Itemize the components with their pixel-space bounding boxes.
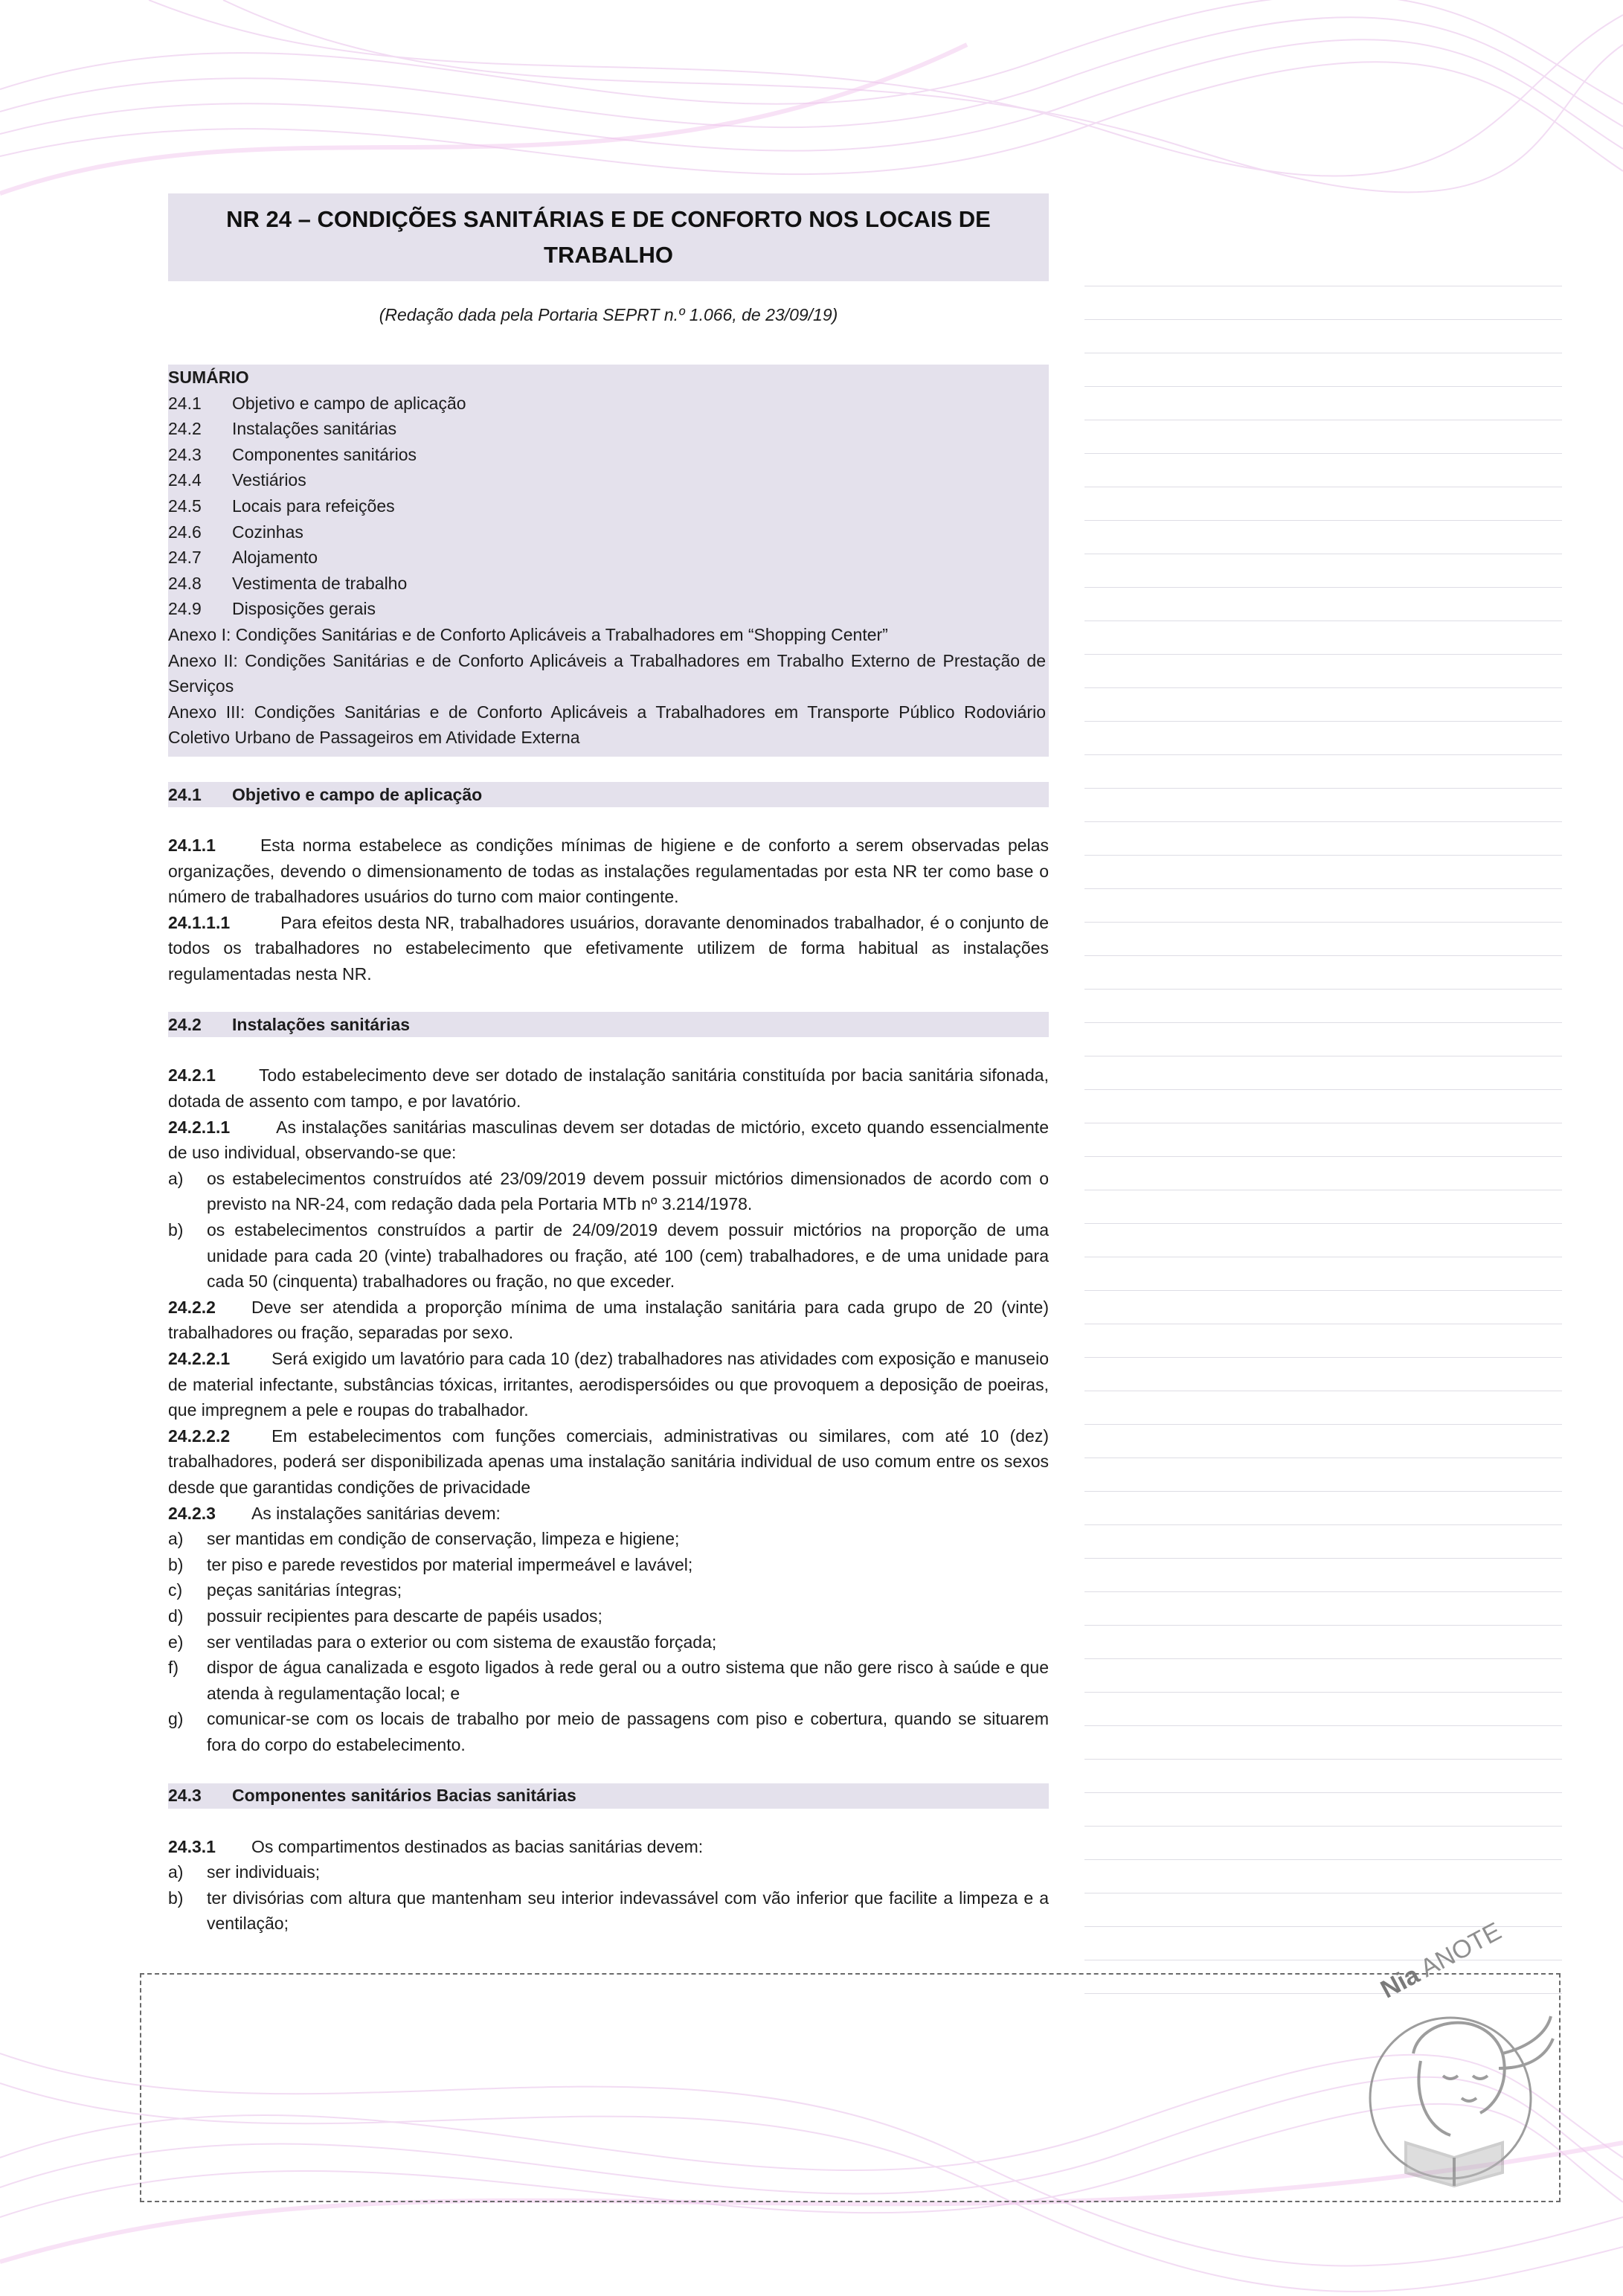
note-line: [1084, 688, 1562, 722]
section-title: Componentes sanitários Bacias sanitárias: [232, 1786, 576, 1806]
list-item-letter: b): [168, 1888, 184, 1908]
summary-annex-1: Anexo I: Condições Sanitárias e de Conforto Aplicáveis a Trabalhadores em “Shopping Center”: [168, 624, 888, 644]
reading-woman-logo-icon: [1361, 1986, 1555, 2195]
list-item: [168, 1859, 1049, 1885]
paragraph-text: Os compartimentos destinados as bacias sanitárias devem:: [251, 1836, 704, 1856]
note-line: [1084, 1726, 1562, 1760]
list-item-text: ser ventiladas para o exterior ou com sistema de exaustão forçada;: [207, 1632, 717, 1652]
note-line: [1084, 1190, 1562, 1224]
paragraph-number: 24.2.2: [168, 1297, 216, 1317]
note-line: [1084, 956, 1562, 990]
list-item-text: dispor de água canalizada e esgoto ligados à rede geral ou a outro sistema que não gere risco à saúde e que atenda à regulamentação local; e: [207, 1658, 1049, 1703]
summary-item: [168, 519, 1046, 545]
note-line: [1084, 1157, 1562, 1190]
summary-item: [168, 416, 1046, 442]
summary-item: [168, 545, 1046, 571]
list-item: [168, 1577, 1049, 1603]
note-line: [1084, 1659, 1562, 1693]
note-line: [1084, 1291, 1562, 1324]
list-item-letter: e): [168, 1632, 184, 1652]
paragraph-24-1-1: [168, 833, 1049, 910]
note-line: [1084, 1760, 1562, 1793]
list-item-text: os estabelecimentos construídos até 23/09/2019 devem possuir mictórios dimensionados de acordo com o previsto na NR-24, com redação dada pela Portaria MTb nº 3.214/1978.: [207, 1168, 1049, 1214]
summary-item-number: 24.4: [168, 470, 202, 490]
summary-item-label: Vestimenta de trabalho: [232, 573, 408, 593]
note-line: [1084, 353, 1562, 387]
paragraph-number: 24.2.3: [168, 1503, 216, 1523]
note-line: [1084, 1827, 1562, 1860]
paragraph-24-2-3: [168, 1501, 1049, 1527]
note-line: [1084, 621, 1562, 655]
note-line: [1084, 1056, 1562, 1090]
list-item-text: peças sanitárias íntegras;: [207, 1580, 402, 1600]
list-item-letter: d): [168, 1606, 184, 1626]
list-item-text: comunicar-se com os locais de trabalho por meio de passagens com piso e cobertura, quando se situarem fora do corpo do estabelecimento.: [207, 1709, 1049, 1754]
paragraph-24-3-1: [168, 1834, 1049, 1860]
summary-item-number: 24.8: [168, 573, 202, 593]
summary-item: [168, 391, 1046, 417]
paragraph-number: 24.3.1: [168, 1836, 216, 1856]
list-item: [168, 1166, 1049, 1217]
list-item-letter: c): [168, 1580, 183, 1600]
list-item-letter: b): [168, 1554, 184, 1574]
summary-item-number: 24.3: [168, 444, 202, 464]
section-number: 24.2: [168, 1015, 202, 1035]
paragraph-text: Para efeitos desta NR, trabalhadores usuários, doravante denominados trabalhador, é o conjunto de todos os trabalhadores no estabelecimento que efetivamente utilizem de forma habitual as instalações regulamentadas nesta NR.: [168, 912, 1049, 984]
list-item-text: ser individuais;: [207, 1862, 321, 1882]
paragraph-text: Deve ser atendida a proporção mínima de uma instalação sanitária para cada grupo de 20 (vinte) trabalhadores ou fração, separadas por sexo.: [168, 1297, 1049, 1343]
note-line: [1084, 1324, 1562, 1358]
section-heading-24-1: [168, 782, 1049, 807]
list-item: [168, 1217, 1049, 1295]
paragraph-24-1-1-1: [168, 910, 1049, 987]
note-line: [1084, 387, 1562, 420]
section-heading-24-3: [168, 1783, 1049, 1809]
note-line: [1084, 923, 1562, 956]
summary-item: [168, 493, 1046, 519]
summary-item-label: Alojamento: [232, 548, 318, 568]
summary-annex-3: Anexo III: Condições Sanitárias e de Conforto Aplicáveis a Trabalhadores em Transporte Público Rodoviário Coletivo Urbano de Passageiros em Atividade Externa: [168, 702, 1046, 748]
paragraph-number: 24.2.1: [168, 1065, 216, 1086]
note-line: [1084, 1626, 1562, 1659]
paragraph-number: 24.1.1: [168, 835, 216, 855]
list-item: [168, 1706, 1049, 1757]
page-title: [168, 193, 1049, 281]
list-item-letter: a): [168, 1862, 184, 1882]
list-item: [168, 1603, 1049, 1629]
subtitle: (Redação dada pela Portaria SEPRT n.º 1.066, de 23/09/19): [379, 305, 838, 324]
note-line: [1084, 1090, 1562, 1123]
note-line: [1084, 822, 1562, 856]
note-line: [1084, 1860, 1562, 1893]
note-line: [1084, 856, 1562, 889]
summary-item-label: Instalações sanitárias: [232, 419, 397, 439]
note-line: [1084, 1458, 1562, 1492]
list-item-text: ter divisórias com altura que mantenham seu interior indevassável com vão inferior que facilite a limpeza e a ventilação;: [207, 1888, 1049, 1934]
note-line: [1084, 655, 1562, 688]
note-line: [1084, 1592, 1562, 1626]
list-item-letter: a): [168, 1168, 184, 1188]
note-line: [1084, 1023, 1562, 1056]
notes-box[interactable]: [140, 1973, 1561, 2202]
list-item-text: os estabelecimentos construídos a partir de 24/09/2019 devem possuir mictórios na proporção de uma unidade para cada 20 (vinte) trabalhadores ou fração, até 100 (cem) trabalhadores, e de uma unidade para cada 50 (cinquenta) trabalhadores ou fração, no que exceder.: [207, 1220, 1049, 1292]
summary-item-label: Vestiários: [232, 470, 306, 490]
summary-item: [168, 467, 1046, 493]
paragraph-text: Todo estabelecimento deve ser dotado de instalação sanitária constituída por bacia sanitária sifonada, dotada de assento com tampo, e por lavatório.: [168, 1065, 1049, 1112]
summary-item: [168, 571, 1046, 597]
summary-annex-2: Anexo II: Condições Sanitárias e de Conforto Aplicáveis a Trabalhadores em Trabalho Externo de Prestação de Serviços: [168, 650, 1046, 696]
summary-item: [168, 596, 1046, 622]
note-line: [1084, 487, 1562, 521]
paragraph-text: Em estabelecimentos com funções comerciais, administrativas ou similares, com até 10 (dez) trabalhadores, poderá ser disponibilizada apenas uma instalação sanitária individual de uso comum entre os sexos desde que garantidas condições de privacidade: [168, 1426, 1049, 1497]
title-line-2: TRABALHO: [544, 242, 673, 268]
document-body: [168, 193, 1049, 1937]
summary-box: [168, 365, 1049, 757]
note-line: [1084, 286, 1562, 320]
note-line: [1084, 588, 1562, 621]
note-line: [1084, 253, 1562, 286]
paragraph-text: Será exigido um lavatório para cada 10 (dez) trabalhadores nas atividades com exposição e manuseio de material infectante, substâncias tóxicas, irritantes, aerodispersóides ou que provoquem a deposição de poeiras, que impregnem a pele e roupas do trabalhador.: [168, 1349, 1049, 1420]
summary-item-number: 24.9: [168, 599, 202, 619]
note-line: [1084, 1123, 1562, 1157]
note-line: [1084, 990, 1562, 1023]
paragraph-24-2-2: [168, 1295, 1049, 1346]
list-item: [168, 1552, 1049, 1578]
section-title: Objetivo e campo de aplicação: [232, 784, 483, 804]
summary-item-label: Objetivo e campo de aplicação: [232, 393, 466, 413]
paragraph-number: 24.2.2.1: [168, 1349, 231, 1368]
note-line: [1084, 1257, 1562, 1291]
note-line: [1084, 454, 1562, 487]
section-number: 24.1: [168, 784, 202, 804]
section-number: 24.3: [168, 1786, 202, 1806]
paragraph-number: 24.2.1.1: [168, 1117, 231, 1137]
list-item: [168, 1655, 1049, 1706]
summary-item-number: 24.5: [168, 496, 202, 516]
list-item-letter: a): [168, 1529, 184, 1549]
note-line: [1084, 1425, 1562, 1458]
section-title: Instalações sanitárias: [232, 1015, 411, 1035]
list-item-text: ser mantidas em condição de conservação, limpeza e higiene;: [207, 1529, 680, 1549]
paragraph-text: Esta norma estabelece as condições mínimas de higiene e de conforto a serem observadas pelas organizações, devendo o dimensionamento de todas as instalações regulamentadas por esta NR ter como base o número de trabalhadores usuários do turno com maior contingente.: [168, 835, 1049, 907]
list-item-text: possuir recipientes para descarte de papéis usados;: [207, 1606, 602, 1626]
title-line-1: NR 24 – CONDIÇÕES SANITÁRIAS E DE CONFORTO NOS LOCAIS DE: [226, 206, 991, 232]
paragraph-number: 24.1.1.1: [168, 912, 231, 932]
paragraph-text: As instalações sanitárias masculinas devem ser dotadas de mictório, exceto quando essencialmente de uso individual, observando-se que:: [168, 1117, 1049, 1163]
summary-item-label: Cozinhas: [232, 522, 303, 542]
summary-item-label: Locais para refeições: [232, 496, 395, 516]
note-line: [1084, 1224, 1562, 1257]
note-line: [1084, 554, 1562, 588]
list-item-letter: b): [168, 1220, 184, 1240]
list-item: [168, 1526, 1049, 1552]
note-line: [1084, 1693, 1562, 1726]
note-line: [1084, 1391, 1562, 1425]
summary-item: [168, 442, 1046, 468]
summary-item-number: 24.7: [168, 548, 202, 568]
summary-item-label: Disposições gerais: [232, 599, 376, 619]
logo-brand-bold: Nia: [1376, 1960, 1424, 2004]
list-item-text: ter piso e parede revestidos por material impermeável e lavável;: [207, 1554, 693, 1574]
list-item: [168, 1885, 1049, 1937]
paragraph-24-2-1-1: [168, 1115, 1049, 1166]
note-line: [1084, 755, 1562, 789]
note-line: [1084, 789, 1562, 822]
note-line: [1084, 1358, 1562, 1391]
paragraph-24-2-2-2: [168, 1423, 1049, 1501]
note-line: [1084, 1525, 1562, 1559]
note-line: [1084, 521, 1562, 554]
paragraph-24-2-1: [168, 1062, 1049, 1114]
list-item: [168, 1629, 1049, 1655]
note-line: [1084, 420, 1562, 454]
logo-brand-light: ANOTE: [1415, 1917, 1506, 1984]
list-item-letter: f): [168, 1658, 179, 1678]
summary-heading: SUMÁRIO: [168, 368, 249, 387]
note-line: [1084, 1793, 1562, 1827]
notes-lines: [1084, 253, 1562, 1994]
paragraph-number: 24.2.2.2: [168, 1426, 231, 1446]
summary-item-number: 24.1: [168, 393, 202, 413]
paragraph-24-2-2-1: [168, 1346, 1049, 1423]
summary-item-number: 24.6: [168, 522, 202, 542]
summary-item-number: 24.2: [168, 419, 202, 439]
note-line: [1084, 722, 1562, 755]
section-heading-24-2: [168, 1012, 1049, 1037]
note-line: [1084, 1492, 1562, 1525]
note-line: [1084, 1559, 1562, 1592]
note-line: [1084, 320, 1562, 353]
note-line: [1084, 889, 1562, 923]
paragraph-text: As instalações sanitárias devem:: [251, 1503, 501, 1523]
summary-item-label: Componentes sanitários: [232, 444, 417, 464]
list-item-letter: g): [168, 1709, 184, 1729]
